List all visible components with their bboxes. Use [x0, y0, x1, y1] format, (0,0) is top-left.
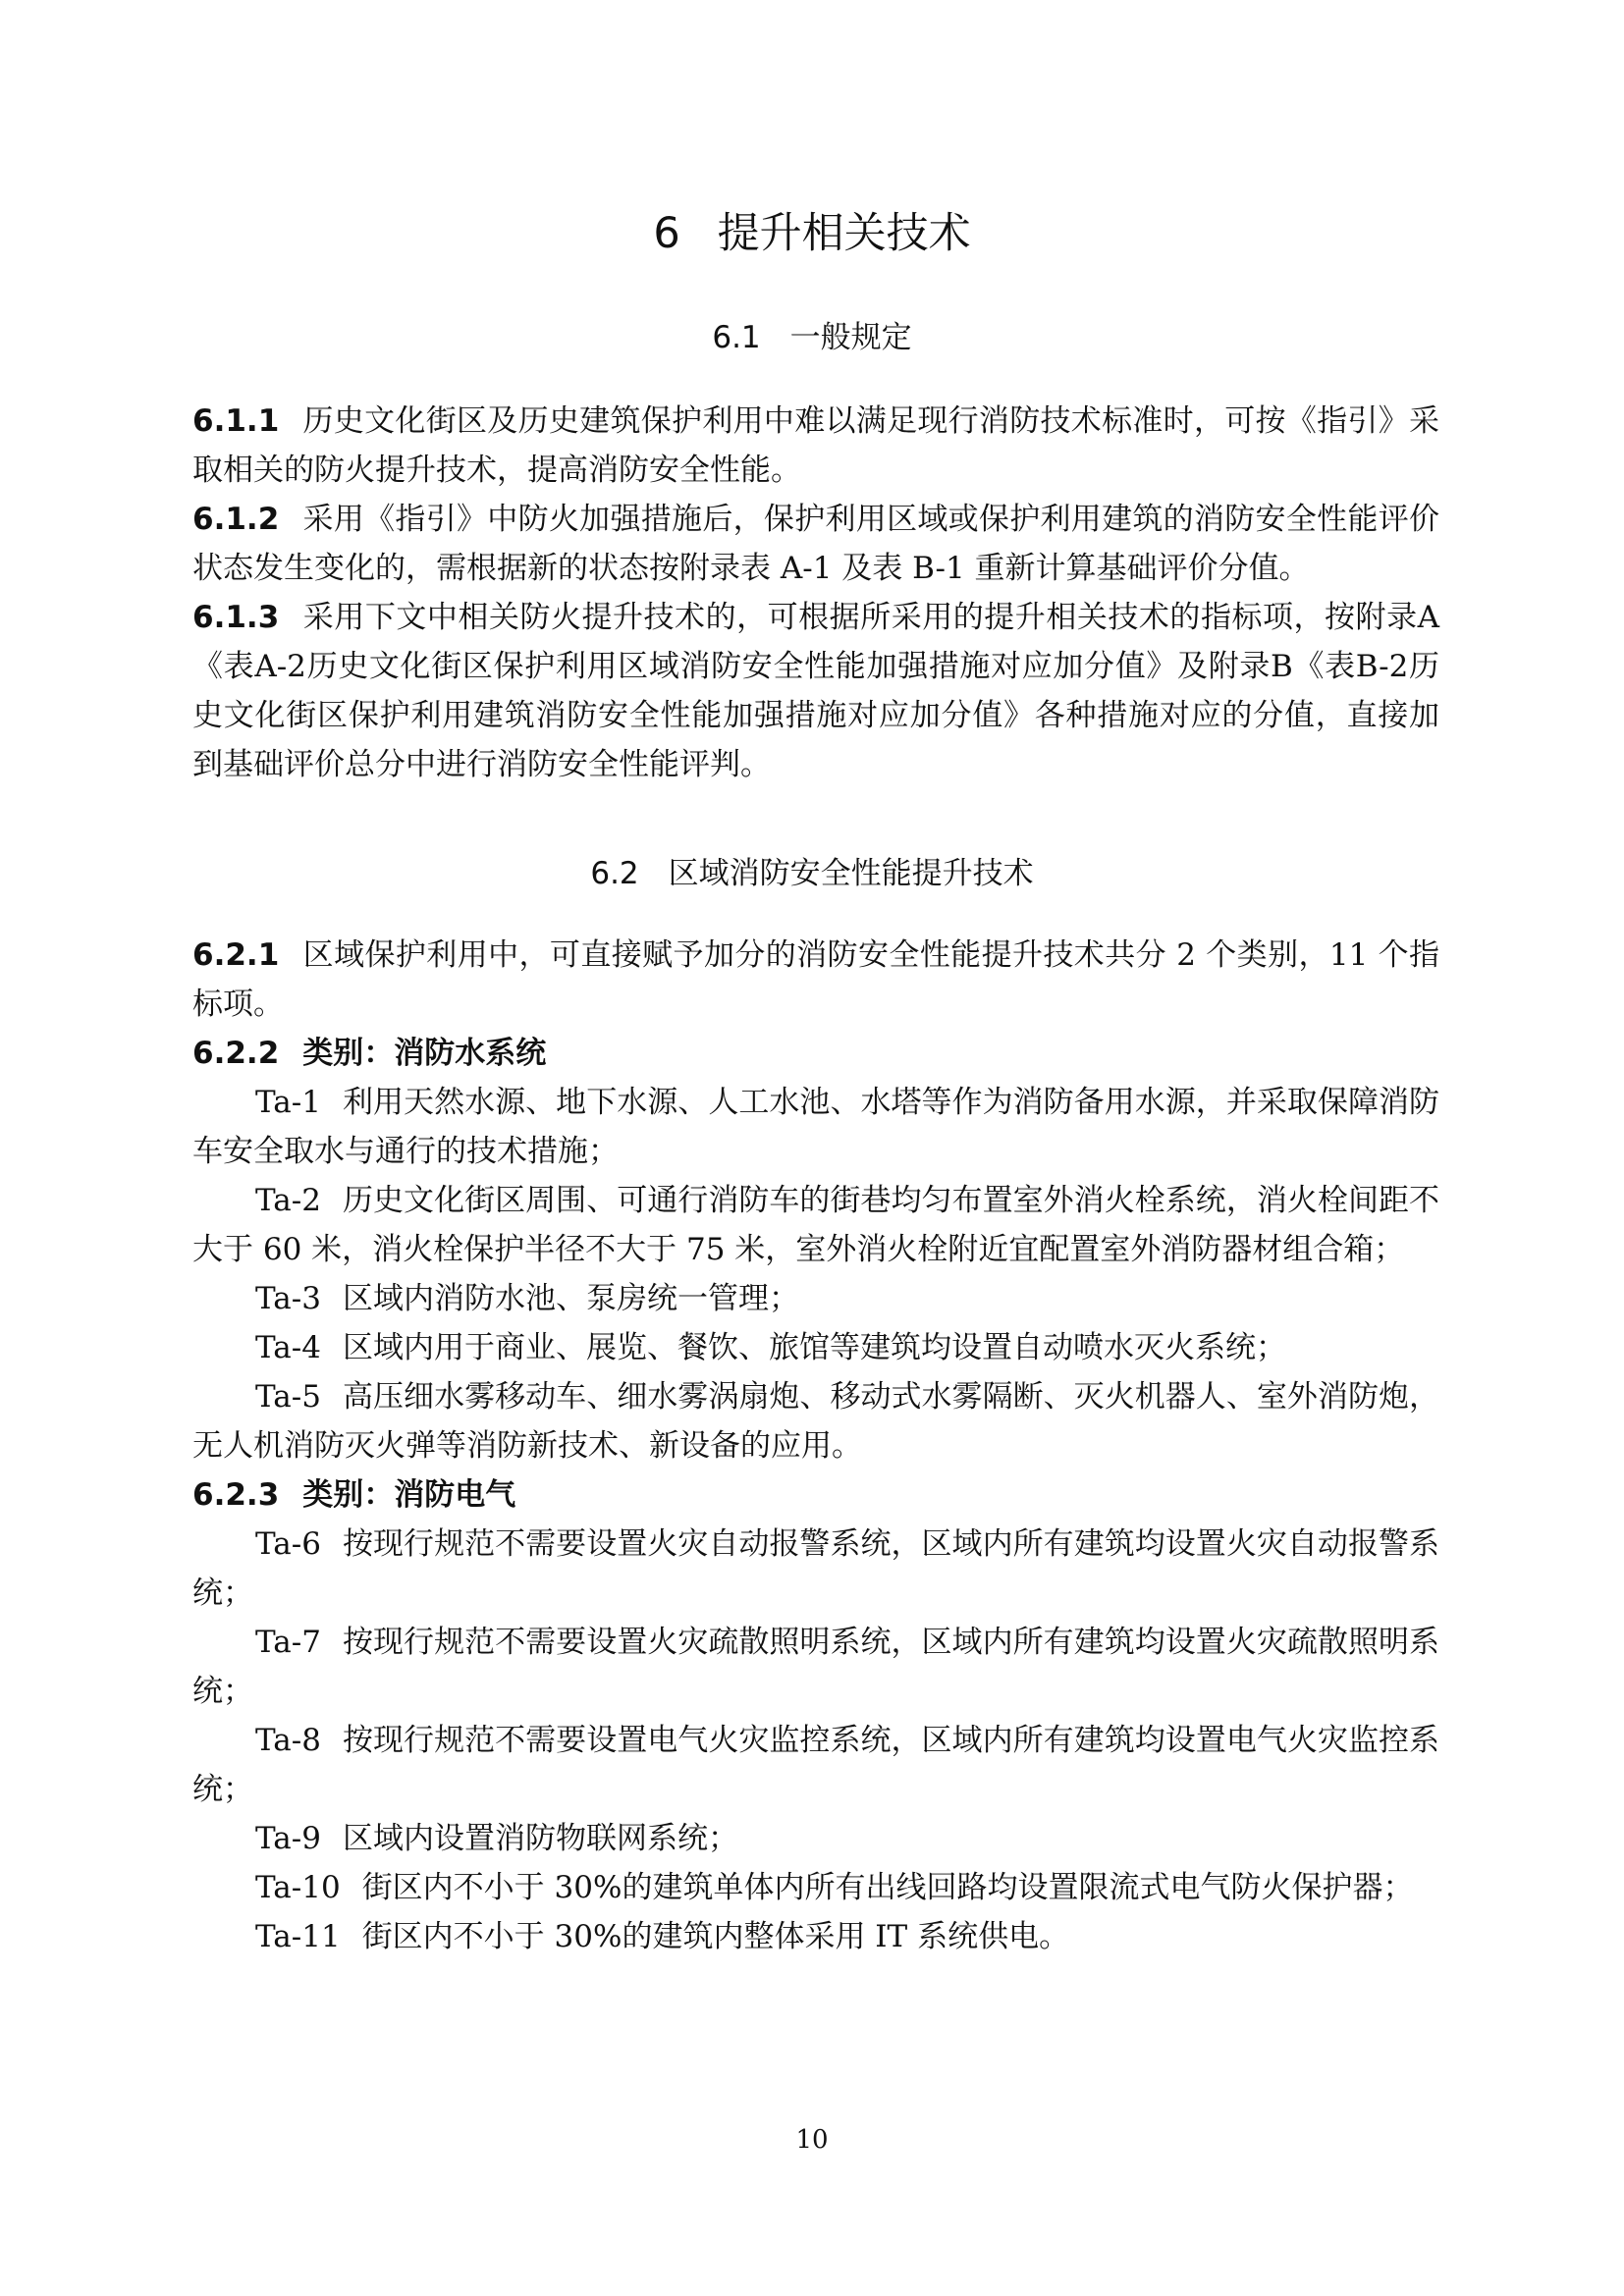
clause-6-1-3: [192, 593, 1439, 789]
indicator-item: [192, 1814, 1439, 1863]
indicator-text: 街区内不小于 30%的建筑单体内所有出线回路均设置限流式电气防火保护器；: [361, 1870, 1414, 1905]
category-heading-electric: [192, 1470, 1439, 1520]
page-number: 10: [795, 2125, 829, 2155]
indicator-code: Ta-4: [255, 1330, 321, 1365]
category-title: 类别：消防电气: [302, 1477, 516, 1513]
indicator-text: 区域内设置消防物联网系统；: [342, 1821, 738, 1856]
indicator-code: Ta-2: [255, 1183, 321, 1218]
indicator-item: [192, 1078, 1439, 1176]
indicator-code: Ta-3: [255, 1281, 321, 1316]
category-heading-water: [192, 1029, 1439, 1078]
category-title: 类别：消防水系统: [302, 1036, 547, 1071]
indicator-text: 区域内消防水池、泵房统一管理；: [342, 1281, 799, 1316]
indicator-item: [192, 1716, 1439, 1814]
clause-text: 历史文化街区及历史建筑保护利用中难以满足现行消防技术标准时，可按《指引》采取相关的防火提升技术，提高消防安全性能。: [192, 403, 1439, 488]
indicator-text: 按现行规范不需要设置火灾自动报警系统，区域内所有建筑均设置火灾自动报警系统；: [192, 1526, 1439, 1611]
section-6-1-title: [0, 314, 1624, 361]
indicator-code: Ta-5: [255, 1379, 321, 1415]
clause-number: 6.2.3: [192, 1477, 280, 1513]
clause-number: 6.1.2: [192, 502, 280, 537]
indicator-text: 历史文化街区周围、可通行消防车的街巷均匀布置室外消火栓系统，消火栓间距不大于 60 米，消火栓保护半径不大于 75 米，室外消火栓附近宜配置室外消防器材组合箱；: [192, 1183, 1439, 1267]
chapter-title: [0, 204, 1624, 263]
indicator-code: Ta-10: [255, 1870, 341, 1905]
clause-text: 采用《指引》中防火加强措施后，保护利用区域或保护利用建筑的消防安全性能评价状态发生变化的，需根据新的状态按附录表 A-1 及表 B-1 重新计算基础评价分值。: [192, 502, 1439, 586]
section-title-text: 区域消防安全性能提升技术: [668, 856, 1034, 891]
indicator-item: [192, 1520, 1439, 1618]
chapter-title-text: 提升相关技术: [717, 209, 971, 258]
section-6-1-body: [192, 397, 1439, 789]
indicator-text: 高压细水雾移动车、细水雾涡扇炮、移动式水雾隔断、灭火机器人、室外消防炮，无人机消防灭火弹等消防新技术、新设备的应用。: [192, 1379, 1439, 1464]
chapter-number: 6: [653, 209, 680, 258]
section-number: 6.2: [590, 856, 639, 891]
indicator-code: Ta-7: [255, 1625, 321, 1660]
clause-number: 6.2.1: [192, 937, 280, 973]
indicator-item: [192, 1618, 1439, 1716]
clause-number: 6.1.1: [192, 403, 280, 439]
clause-text: 区域保护利用中，可直接赋予加分的消防安全性能提升技术共分 2 个类别，11 个指标项。: [192, 937, 1439, 1022]
indicator-item: [192, 1372, 1439, 1470]
indicator-text: 按现行规范不需要设置电气火灾监控系统，区域内所有建筑均设置电气火灾监控系统；: [192, 1723, 1439, 1807]
indicator-text: 街区内不小于 30%的建筑内整体采用 IT 系统供电。: [361, 1919, 1070, 1954]
clause-text: 采用下文中相关防火提升技术的，可根据所采用的提升相关技术的指标项，按附录A《表A-2历史文化街区保护利用区域消防安全性能加强措施对应加分值》及附录B《表B-2历史文化街区保护利用建筑消防安全性能加强措施对应加分值》各种措施对应的分值，直接加到基础评价总分中进行消防安全性能评判。: [192, 600, 1439, 782]
indicator-item: [192, 1863, 1439, 1912]
indicator-code: Ta-6: [255, 1526, 321, 1562]
clause-6-2-1: [192, 931, 1439, 1029]
clause-6-1-2: [192, 495, 1439, 593]
section-title-text: 一般规定: [789, 320, 912, 355]
indicator-item: [192, 1176, 1439, 1274]
indicator-item: [192, 1274, 1439, 1323]
indicator-text: 利用天然水源、地下水源、人工水池、水塔等作为消防备用水源，并采取保障消防车安全取水与通行的技术措施；: [192, 1085, 1439, 1169]
clause-number: 6.1.3: [192, 600, 280, 635]
indicator-text: 区域内用于商业、展览、餐饮、旅馆等建筑均设置自动喷水灭火系统；: [342, 1330, 1286, 1365]
indicator-code: Ta-11: [255, 1919, 341, 1954]
section-6-2-body: [192, 931, 1439, 1961]
section-number: 6.1: [712, 320, 761, 355]
section-6-2-title: [0, 850, 1624, 897]
indicator-text: 按现行规范不需要设置火灾疏散照明系统，区域内所有建筑均设置火灾疏散照明系统；: [192, 1625, 1439, 1709]
clause-6-1-1: [192, 397, 1439, 495]
indicator-item: [192, 1323, 1439, 1372]
indicator-code: Ta-9: [255, 1821, 321, 1856]
indicator-code: Ta-1: [255, 1085, 321, 1120]
indicator-item: [192, 1912, 1439, 1961]
clause-number: 6.2.2: [192, 1036, 280, 1071]
indicator-code: Ta-8: [255, 1723, 321, 1758]
